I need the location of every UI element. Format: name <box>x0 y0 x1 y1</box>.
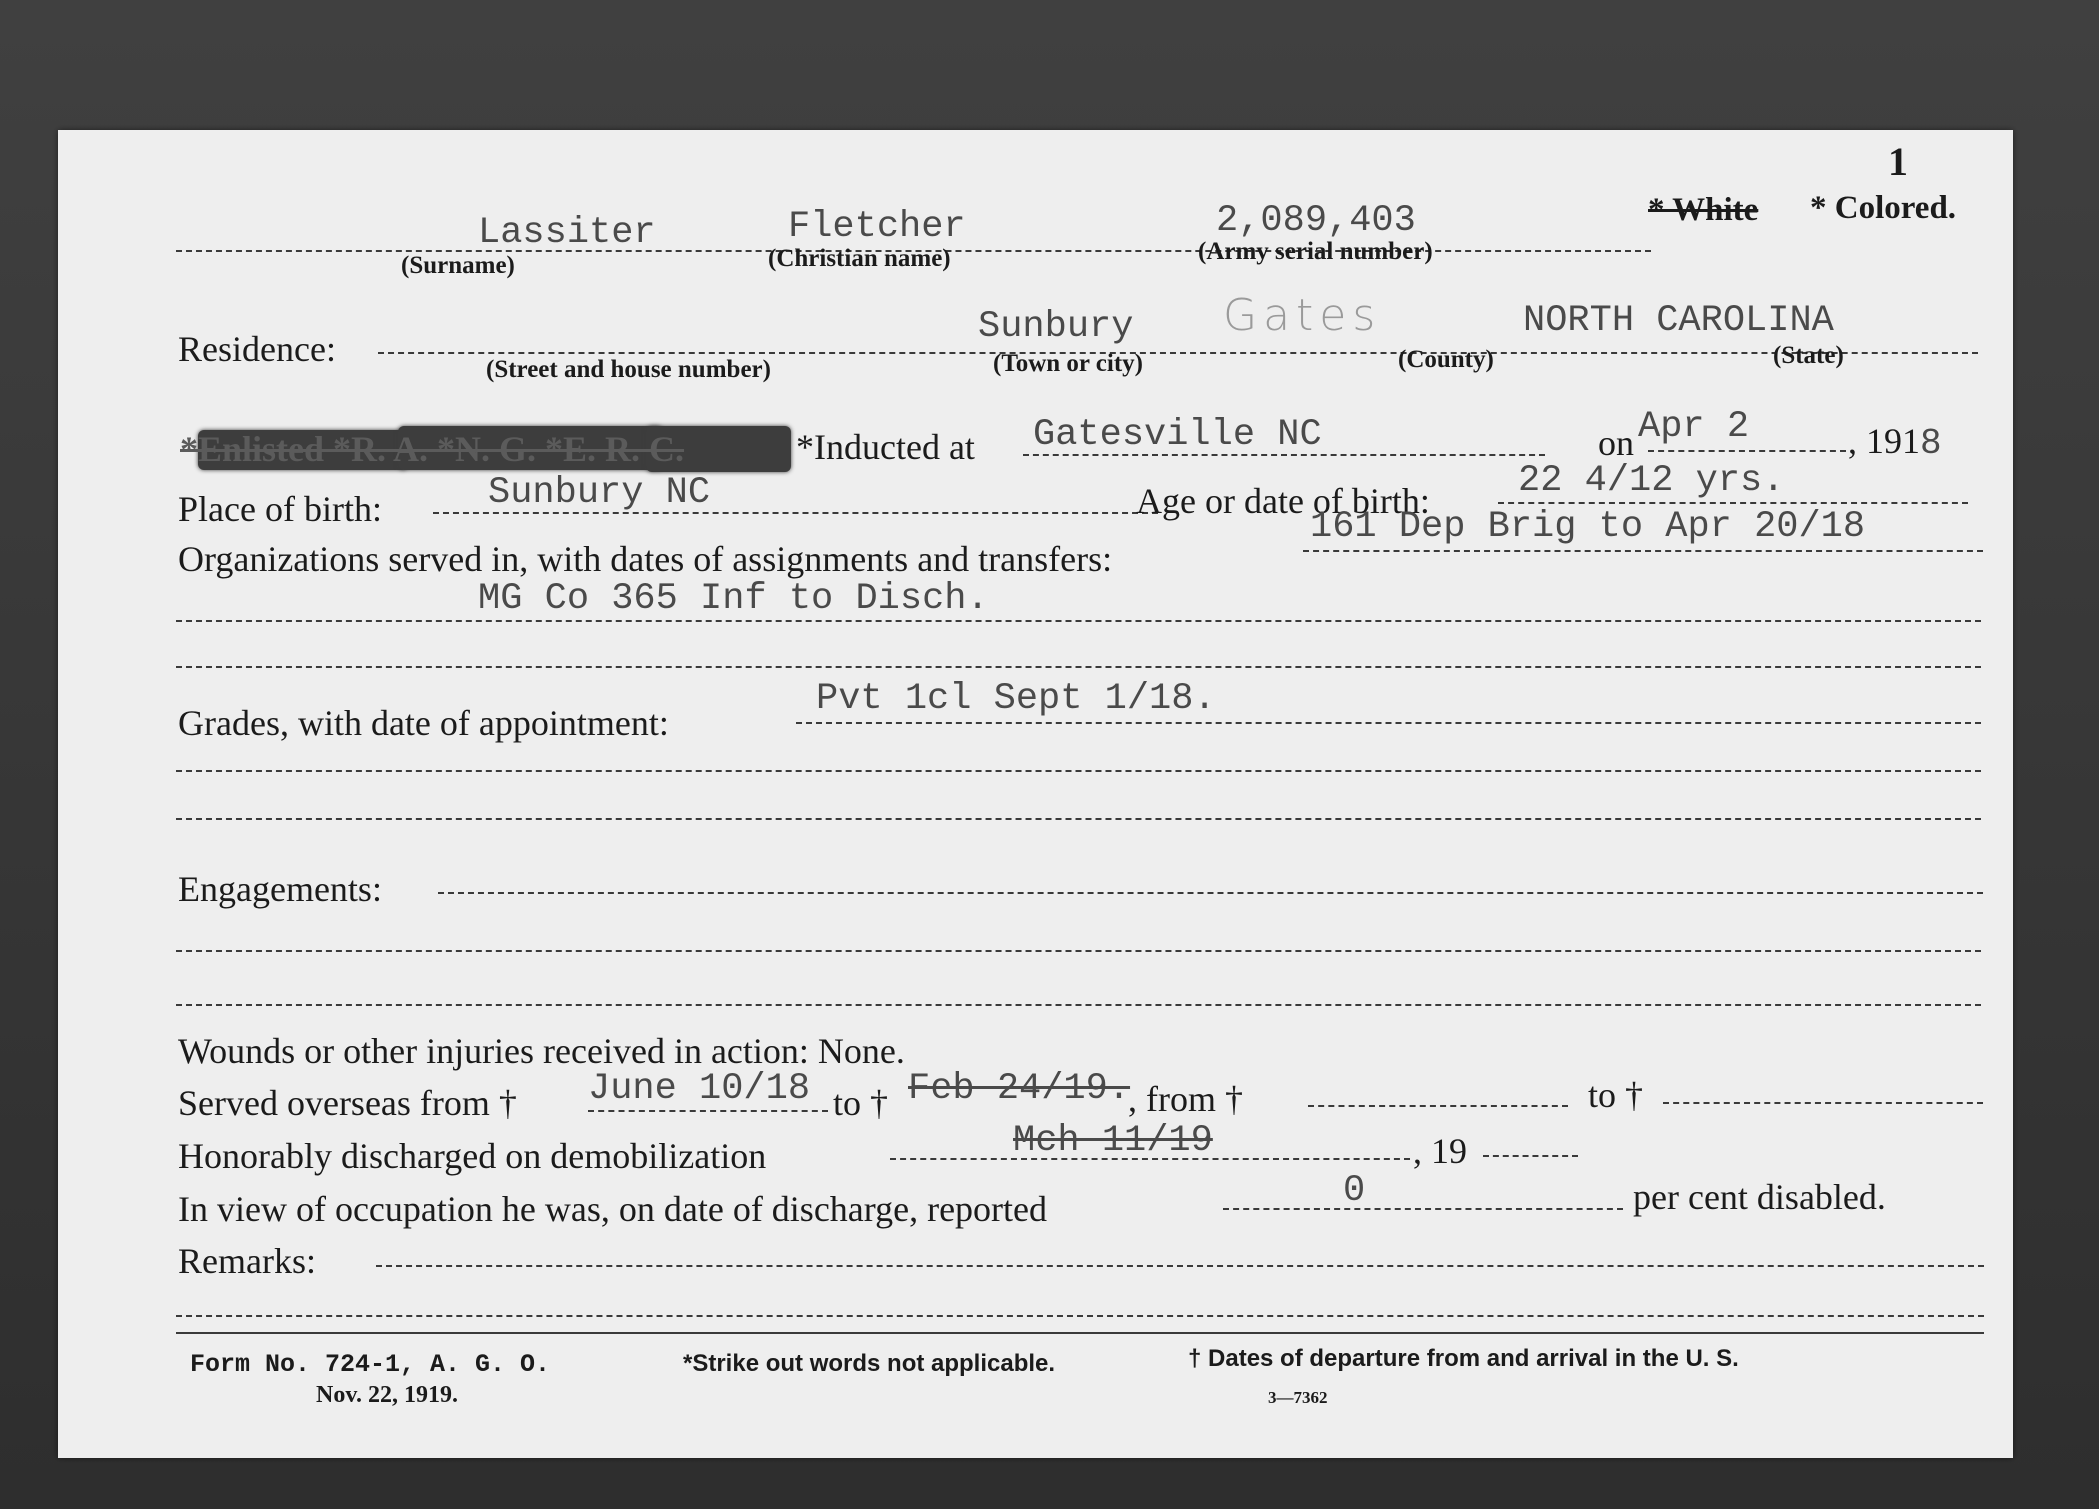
discharge-date-value: Mch 11/19 <box>1013 1120 1213 1162</box>
discharge-label: Honorably discharged on demobilization <box>178 1136 767 1176</box>
overseas-to-value: Feb 24/19. <box>908 1068 1131 1110</box>
residence-town-value: Sunbury <box>978 306 1134 348</box>
form-date: Nov. 22, 1919. <box>316 1382 459 1408</box>
service-record-card <box>58 130 2013 1458</box>
footer-rule <box>176 1332 1984 1334</box>
age-label: Age or date of birth: <box>1136 481 1430 521</box>
on-label: on <box>1598 423 1634 463</box>
organizations-value-2: MG Co 365 Inf to Disch. <box>478 578 989 620</box>
induction-date-value: Apr 2 <box>1638 406 1750 448</box>
remarks-label: Remarks: <box>178 1241 316 1281</box>
discharge-year-line <box>1483 1155 1578 1157</box>
remarks-line-1 <box>376 1265 1984 1267</box>
card-number: 1 <box>1888 139 1908 184</box>
inducted-place-value: Gatesville NC <box>1033 414 1322 456</box>
overseas-to2-line <box>1663 1102 1983 1104</box>
print-code: 3—7362 <box>1268 1388 1328 1407</box>
strike-out-note: *Strike out words not applicable. <box>683 1350 1056 1377</box>
residence-county-value: Gates <box>1223 290 1382 341</box>
christian-name-value: Fletcher <box>788 206 966 248</box>
overseas-to-label: to † <box>833 1083 889 1123</box>
overseas-from-value: June 10/18 <box>588 1068 811 1110</box>
place-of-birth-label: Place of birth: <box>178 489 382 529</box>
organizations-value-1: 161 Dep Brig to Apr 20/18 <box>1310 506 1866 548</box>
caption-town: (Town or city) <box>993 350 1143 377</box>
caption-street: (Street and house number) <box>486 356 771 383</box>
grades-value: Pvt 1cl Sept 1/18. <box>816 678 1216 720</box>
disability-value: 0 <box>1343 1170 1366 1212</box>
dates-note: † Dates of departure from and arrival in the U. S. <box>1188 1345 1739 1372</box>
residence-label: Residence: <box>178 329 336 369</box>
engagements-label: Engagements: <box>178 869 382 909</box>
remarks-line-2 <box>176 1315 1984 1317</box>
induction-year-digit: 8 <box>1920 423 1942 464</box>
age-line <box>1498 502 1968 504</box>
grades-line-1 <box>796 722 1981 724</box>
surname-value: Lassiter <box>478 212 656 254</box>
residence-line <box>378 352 1978 354</box>
engagements-line-1 <box>438 892 1983 894</box>
disability-suffix: per cent disabled. <box>1633 1177 1886 1217</box>
enlisted-options: *Enlisted *R. A. *N. G. *E. R. C. <box>180 429 685 469</box>
caption-serial-number: (Army serial number) <box>1198 238 1433 265</box>
race-white <box>1648 192 1758 229</box>
disability-label: In view of occupation he was, on date of discharge, reported <box>178 1189 1048 1229</box>
engagements-line-3 <box>176 1004 1981 1006</box>
engagements-line-2 <box>176 950 1981 952</box>
discharge-year-label: , 19 <box>1413 1131 1467 1171</box>
caption-surname: (Surname) <box>401 252 515 279</box>
organizations-label: Organizations served in, with dates of assignments and transfers: <box>178 539 1113 579</box>
organizations-line-1 <box>1303 550 1983 552</box>
organizations-line-3 <box>176 666 1981 668</box>
wounds-statement: Wounds or other injuries received in action: None. <box>178 1031 905 1071</box>
overseas-from-label: Served overseas from † <box>178 1083 517 1123</box>
grades-line-3 <box>176 818 1981 820</box>
overseas-from-line <box>588 1110 828 1112</box>
induction-date-line <box>1648 450 1846 452</box>
inducted-label: *Inducted at <box>796 427 975 467</box>
disability-line <box>1223 1208 1623 1210</box>
overseas-from2-line <box>1308 1105 1568 1107</box>
organizations-line-2 <box>176 620 1981 622</box>
age-value: 22 4/12 yrs. <box>1518 460 1785 502</box>
overseas-from2-label: , from † <box>1128 1079 1243 1119</box>
residence-state-value: NORTH CAROLINA <box>1523 300 1834 342</box>
induction-year <box>1848 420 1942 464</box>
form-number: Form No. 724-1, A. G. O. <box>190 1350 551 1379</box>
grades-label: Grades, with date of appointment: <box>178 703 669 743</box>
serial-number-value: 2,089,403 <box>1216 200 1416 242</box>
caption-county: (County) <box>1398 346 1494 373</box>
grades-line-2 <box>176 770 1981 772</box>
overseas-to2-label: to † <box>1588 1075 1644 1115</box>
induction-year-prefix: , 191 <box>1848 421 1920 461</box>
race-white-label: * White <box>1648 192 1759 228</box>
race-colored: * Colored. <box>1810 190 1957 226</box>
caption-christian-name: (Christian name) <box>768 245 951 272</box>
place-of-birth-value: Sunbury NC <box>488 472 711 514</box>
caption-state: (State) <box>1773 342 1844 369</box>
